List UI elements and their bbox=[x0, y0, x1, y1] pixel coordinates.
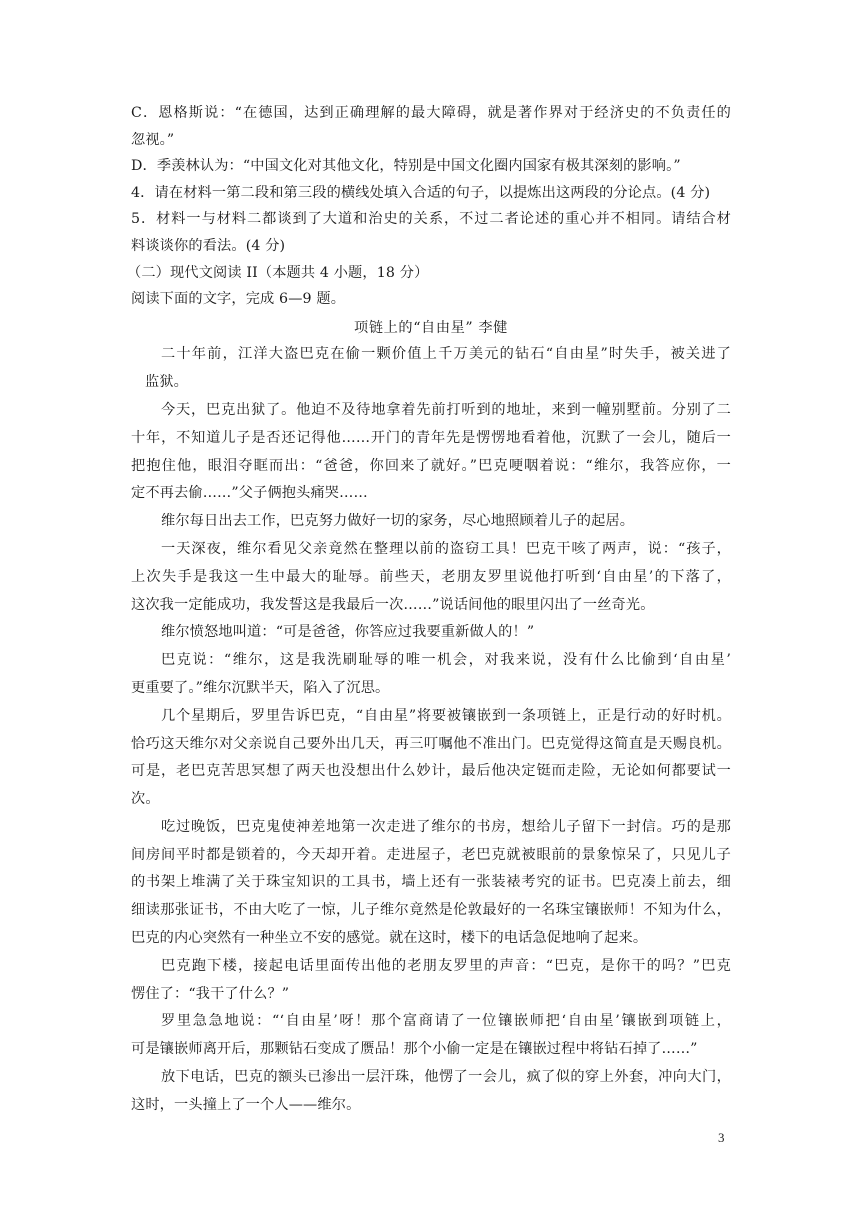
story-line: 罗里急急地说：“‘自由星’呀！那个富商请了一位镶嵌师把‘自由星’镶嵌到项链上， bbox=[161, 1013, 731, 1030]
story-line: 巴克跑下楼，接起电话里面传出他的老朋友罗里的声音：“巴克，是你干的吗？”巴克 bbox=[161, 957, 731, 974]
story-line: 巴克的内心突然有一种坐立不安的感觉。就在这时，楼下的电话急促地响了起来。 bbox=[131, 930, 648, 947]
question-4: 4．请在材料一第二段和第三段的横线处填入合适的句子，以提炼出这两段的分论点。(4 分) bbox=[131, 184, 711, 201]
option-d: D．季羡林认为：“中国文化对其他文化，特别是中国文化圈内国家有极其深刻的影响。” bbox=[131, 158, 681, 175]
question-5-line-1: 5．材料一与材料二都谈到了大道和治史的关系，不过二者论述的重心并不相同。请结合材 bbox=[131, 211, 731, 228]
story-line: 恰巧这天维尔对父亲说自己要外出几天，再三叮嘱他不准出门。巴克觉得这简直是天赐良机。 bbox=[131, 735, 731, 752]
page-number: 3 bbox=[718, 1130, 725, 1145]
story-line: 把抱住他，眼泪夺眶而出：“爸爸，你回来了就好。”巴克哽咽着说：“维尔，我答应你，一 bbox=[131, 457, 731, 474]
story-line: 维尔每日出去工作，巴克努力做好一切的家务，尽心地照顾着儿子的起居。 bbox=[161, 513, 635, 530]
story-line: 十年，不知道儿子是否还记得他……开门的青年先是愣愣地看着他，沉默了一会儿，随后一 bbox=[131, 429, 731, 446]
story-line: 可是，老巴克苦思冥想了两天也没想出什么妙计，最后他决定铤而走险，无论如何都要试一 bbox=[131, 763, 731, 780]
story-line: 今天，巴克出狱了。他迫不及待地拿着先前打听到的地址，来到一幢别墅前。分别了二 bbox=[161, 401, 731, 418]
story-line: 几个星期后，罗里告诉巴克，“自由星”将要被镶嵌到一条项链上，正是行动的好时机。 bbox=[161, 707, 731, 724]
story-line: 维尔愤怒地叫道：“可是爸爸，你答应过我要重新做人的！” bbox=[161, 624, 535, 641]
question-5-line-2: 料谈谈你的看法。(4 分) bbox=[131, 237, 286, 254]
story-line: 间房间平时都是锁着的，今天却开着。走进屋子，老巴克就被眼前的景象惊呆了，只见儿子 bbox=[131, 846, 731, 863]
story-line: 的书架上堆满了关于珠宝知识的工具书，墙上还有一张装裱考究的证书。巴克凑上前去，细 bbox=[131, 874, 731, 891]
story-line: 这次我一定能成功，我发誓这是我最后一次……”说话间他的眼里闪出了一丝奇光。 bbox=[131, 596, 655, 613]
document-page bbox=[127, 100, 731, 1120]
story-line: 监狱。 bbox=[145, 374, 189, 391]
section-heading: （二）现代文阅读 II（本题共 4 小题，18 分） bbox=[127, 264, 429, 281]
story-line: 一天深夜，维尔看见父亲竟然在整理以前的盗窃工具！巴克干咳了两声，说：“孩子， bbox=[161, 540, 731, 557]
story-line: 二十年前，江洋大盗巴克在偷一颗价值上千万美元的钻石“自由星”时失手，被关进了 bbox=[161, 346, 731, 363]
story-line: 细读那张证书，不由大吃了一惊，儿子维尔竟然是伦敦最好的一名珠宝镶嵌师！不知为什么， bbox=[131, 902, 731, 919]
story-line: 可是镶嵌师离开后，那颗钻石变成了赝品！那个小偷一定是在镶嵌过程中将钻石掉了……” bbox=[131, 1041, 698, 1058]
option-c-line-1: C．恩格斯说：“在德国，达到正确理解的最大障碍，就是著作界对于经济史的不负责任的 bbox=[131, 105, 731, 121]
story-line: 次。 bbox=[131, 791, 160, 808]
option-c-line-2: 忽视。” bbox=[131, 131, 175, 148]
story-line: 愣住了：“我干了什么？” bbox=[131, 985, 290, 1002]
story-line: 巴克说：“维尔，这是我洗刷耻辱的唯一机会，对我来说，没有什么比偷到‘自由星’ bbox=[161, 652, 731, 669]
story-line: 这时，一头撞上了一个人——维尔。 bbox=[131, 1096, 361, 1113]
story-title: 项链上的“自由星” 李健 bbox=[354, 319, 508, 336]
story-line: 放下电话，巴克的额头已渗出一层汗珠，他愣了一会儿，疯了似的穿上外套，冲向大门， bbox=[161, 1069, 731, 1086]
story-line: 上次失手是我这一生中最大的耻辱。前些天，老朋友罗里说他打听到‘自由星’的下落了， bbox=[131, 568, 731, 585]
story-line: 更重要了。”维尔沉默半天，陷入了沉思。 bbox=[131, 679, 390, 696]
story-body bbox=[131, 341, 731, 1119]
story-line: 吃过晚饭，巴克鬼使神差地第一次走进了维尔的书房，想给儿子留下一封信。巧的是那 bbox=[161, 818, 731, 835]
story-line: 定不再去偷……”父子俩抱头痛哭…… bbox=[131, 485, 368, 502]
section-instruction: 阅读下面的文字，完成 6—9 题。 bbox=[131, 291, 346, 308]
